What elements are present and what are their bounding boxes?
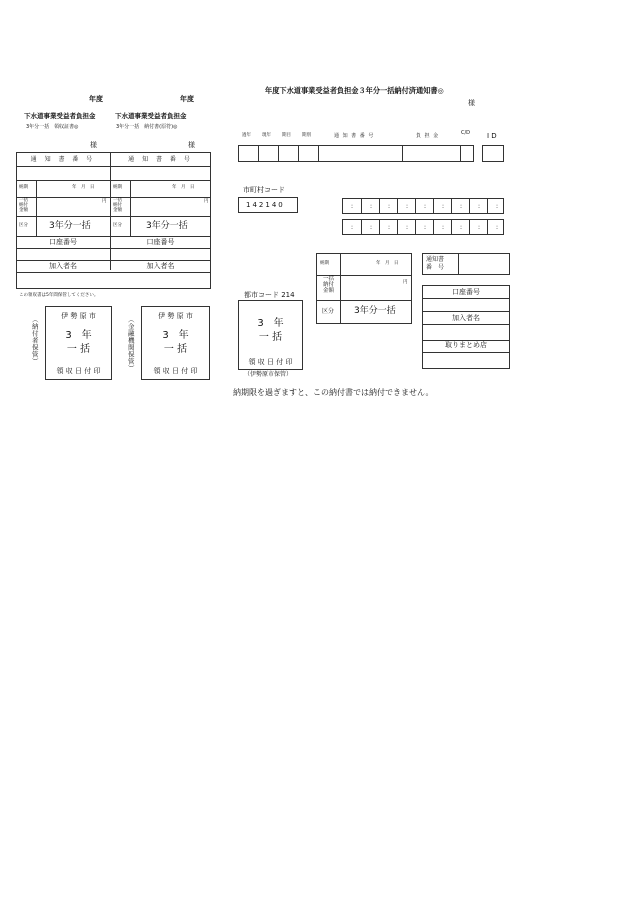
col-header-cd: C/D [461, 130, 471, 136]
account-number-label-2: 口座番号 [146, 238, 175, 246]
due-date-ymd-right: 年 月 日 [376, 261, 399, 266]
stamp-main-2a: 3 年 [162, 330, 189, 341]
lump-sum-label-2: 一括 納付 金額 [113, 198, 122, 213]
city-copy-note: （伊勢原市保管） [244, 371, 293, 378]
notice-number-label-right: 通知書 番 号 [426, 256, 445, 271]
account-number-label-right: 口座番号 [452, 288, 480, 296]
due-date-ymd-2: 年 月 日 [172, 185, 195, 190]
yen-label-1: 円 [102, 199, 107, 204]
lump-sum-label-right: 一括 納付 金額 [323, 276, 335, 295]
receipt-date-stamp-box-1 [45, 306, 112, 380]
retention-note: この領収書は5年間保管してください。 [19, 293, 99, 298]
sama-label-2: 様 [188, 141, 195, 149]
yen-label-2: 円 [204, 199, 209, 204]
col-header-current-year: 現年 [262, 133, 271, 138]
col-header-term-no: 期目 [282, 133, 291, 138]
digit-grid-1: : : : : : : : : : [342, 198, 504, 214]
municipality-code-label: 市町村コード [243, 186, 285, 194]
category-label-right: 区分 [322, 308, 335, 315]
digit-grid-2: : : : : : : : : : [342, 219, 504, 235]
col-header-prior-year: 過年 [242, 133, 251, 138]
notice-number-header-1: 通 知 書 番 号 [30, 156, 96, 163]
stamp-main-2b: 一 括 [163, 344, 188, 355]
stamp-foot-r: 領 収 日 付 印 [248, 358, 293, 366]
category-value-2: 3年分一括 [146, 221, 188, 231]
notice-title: 年度下水道事業受益者負担金３年分一括納付済通知書◎ [265, 86, 444, 95]
stamp-city-2: 伊 勢 原 市 [158, 312, 193, 320]
category-label-1: 区分 [19, 223, 28, 228]
col-header-id: I D [487, 132, 497, 140]
notice-number-header-2: 通 知 書 番 号 [128, 156, 193, 163]
category-value-1: 3年分一括 [49, 221, 91, 231]
notice-code-row [238, 145, 474, 162]
receipt-date-stamp-box-right [238, 300, 303, 370]
collecting-bank-label: 取りまとめ店 [445, 341, 487, 349]
city-code-label: 都市コード 214 [244, 291, 295, 299]
due-date-label-right: 納期 [320, 261, 329, 266]
year-label-1: 年度 [89, 95, 103, 103]
receipt-title: 下水道事業受益者負担金 [24, 112, 96, 120]
bank-copy-label: （金融機関保管） [126, 316, 135, 372]
col-header-notice-number: 通 知 書 番 号 [334, 133, 375, 139]
stamp-main-rb: 一 括 [258, 332, 283, 343]
yen-label-right: 円 [403, 280, 408, 285]
col-header-term: 期別 [302, 133, 311, 138]
year-label-2: 年度 [180, 95, 194, 103]
left-table-divider [110, 152, 111, 270]
category-label-2: 区分 [113, 223, 122, 228]
col-header-charge: 負 担 金 [416, 133, 440, 139]
sama-label-right: 様 [468, 99, 475, 107]
stamp-main-ra: 3 年 [257, 318, 284, 329]
category-value-right: 3年分一括 [354, 306, 396, 316]
subscriber-label-2: 加入者名 [146, 262, 175, 270]
id-box [482, 145, 504, 162]
subscriber-label-1: 加入者名 [49, 262, 77, 270]
lump-sum-label-1: 一括 納付 金額 [19, 198, 28, 213]
sama-label-1: 様 [90, 141, 97, 149]
due-date-label-2: 納期 [113, 185, 122, 190]
due-date-label-1: 納期 [19, 185, 28, 190]
due-date-warning: 納期限を過ぎますと、この納付書では納付できません。 [233, 388, 434, 397]
stamp-main-1b: 一 括 [66, 344, 91, 355]
payment-slip-title: 下水道事業受益者負担金 [115, 112, 187, 120]
stamp-main-1a: 3 年 [65, 330, 92, 341]
payment-slip-subtitle: 3年分一括 納付書(原符)◎ [116, 124, 178, 130]
stamp-city-1: 伊 勢 原 市 [61, 312, 96, 320]
stamp-foot-1: 領 収 日 付 印 [56, 367, 101, 375]
stamp-foot-2: 領 収 日 付 印 [153, 367, 198, 375]
receipt-subtitle: 3年分一括 領収証書◎ [26, 124, 79, 130]
municipality-code-value: 142140 [246, 201, 285, 209]
account-number-label-1: 口座番号 [49, 238, 77, 246]
subscriber-label-right: 加入者名 [452, 314, 480, 322]
payer-copy-label: （納付者保管） [30, 316, 39, 365]
due-date-ymd-1: 年 月 日 [72, 185, 95, 190]
municipality-code-box [238, 197, 298, 213]
receipt-date-stamp-box-2 [141, 306, 210, 380]
